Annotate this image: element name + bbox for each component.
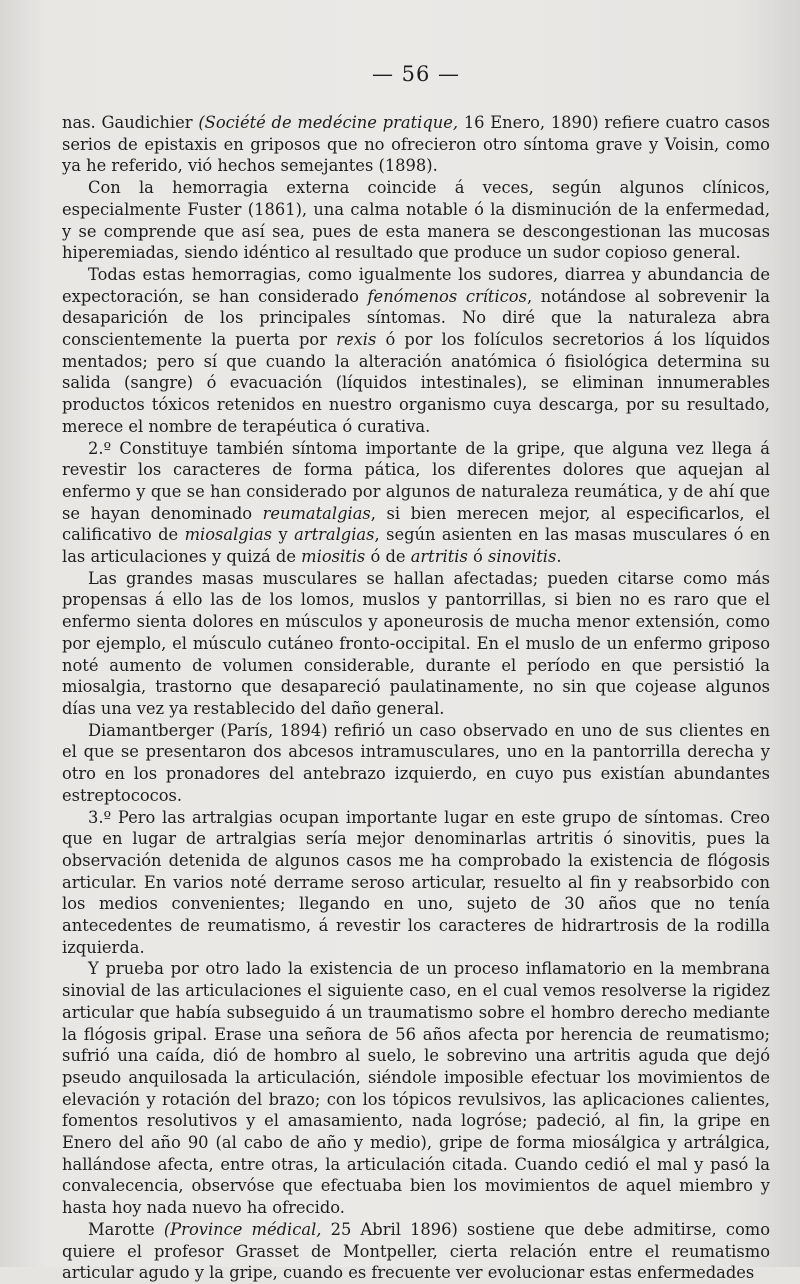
paragraph — [62, 1219, 770, 1284]
paragraph — [62, 568, 770, 720]
text-run: , notándose al sobrevenir la desaparición de los principales síntomas. No diré que la naturaleza abra conscientemente la puerta por — [62, 286, 771, 350]
italic-text: (Société de medécine pratique, — [198, 113, 459, 132]
paragraph — [62, 720, 770, 807]
italic-text: artritis — [410, 547, 468, 567]
italic-text: sinovitis — [487, 547, 557, 567]
text-run: 16 Enero, 1890) refiere cuatro casos serios de epistaxis en griposos que no ofrecieron otro síntoma grave y Voisin, como ya he referido, vió hechos semejantes (1898). — [62, 113, 770, 176]
text-run: Diamantberger (París, 1894) refirió un caso observado en uno de sus clientes en el que se presentaron dos abcesos intramusculares, uno en la pantorrilla derecha y otro en los pronadores del antebrazo izquierdo, en cuyo pus existían abundantes estreptococos. — [62, 720, 770, 805]
italic-text: (Province médical, — [163, 1219, 322, 1239]
italic-text: artralgias — [294, 525, 375, 545]
italic-text: miosalgias — [184, 525, 273, 545]
italic-text: miositis — [301, 547, 366, 567]
text-run: 25 Abril 1896) sostiene que debe admitirse, como quiere el profesor Grasset de Montpeller, cierta relación entre el reumatismo articular agudo y la gripe, cuando es frecuente ver evolucionar estas enfermedades — [62, 1219, 771, 1283]
italic-text: fenómenos críticos — [367, 286, 527, 306]
text-run: Con la hemorragia externa coincide á veces, según algunos clínicos, especialmente Fuster (1861), una calma notable ó la disminución de la enfermedad, y se comprende que así sea, pues de esta manera se descongestionan las mucosas hiperemiadas, siendo idéntico al resultado que produce un sudor copioso general. — [62, 178, 770, 263]
italic-text: reumatalgias — [262, 503, 371, 523]
text-run: . — [556, 547, 562, 567]
text-run: Marotte — [88, 1219, 164, 1239]
text-run: 2.º Constituye también síntoma importante de la gripe, que alguna vez llega á revestir los caracteres de forma pática, los diferentes dolores que aquejan al enfermo y que se han considerado por algunos de naturaleza reumática, y de ahí que se hayan denominado — [62, 438, 770, 523]
body-text — [62, 112, 770, 1284]
paragraph — [62, 112, 770, 177]
paragraph — [62, 264, 770, 438]
text-run: ó por los folículos secretorios á los líquidos mentados; pero sí que cuando la alteración anatómica ó fisiológica determina su salida (sangre) ó evacuación (líquidos intestinales), se eliminan innumerables productos tóxicos retenidos en nuestro organismo cuya descarga, por su resultado, merece el nombre de terapéutica ó curativa. — [62, 330, 770, 436]
paragraph — [62, 177, 770, 264]
paragraph — [62, 958, 770, 1218]
page-number: — 56 — — [371, 62, 461, 86]
text-run: y — [272, 525, 295, 545]
text-run: Y prueba por otro lado la existencia de un proceso inflamatorio en la membrana sinovial de las articulaciones el siguiente caso, en el cual vemos resolverse la rigidez articular que había subseguido á un traumatismo sobre el hombro derecho mediante la flógosis gripal. Erase una señora de 56 años afecta por herencia de reumatismo; sufrió una caída, dió de hombro al suelo, le sobrevino una artritis aguda que dejó pseudo anquilosada la articulación, siéndole imposible efectuar los movimientos de elevación y rotación del brazo; con los tópicos revulsivos, las aplicaciones calientes, fomentos resolutivos y el amasamiento, nada logróse; padeció, al fin, la gripe en Enero del año 90 (al cabo de año y medio), gripe de forma miosálgica y artrálgica, hallándose afecta, entre otras, la articulación citada. Cuando cedió el mal y pasó la convalecencia, observóse que efectuaba bien los movimientos de aquel miembro y hasta hoy nada nuevo ha ofrecido. — [62, 959, 770, 1218]
text-run: 3.º Pero las artralgias ocupan importante lugar en este grupo de síntomas. Creo que en lugar de artralgias sería mejor denominarlas artritis ó sinovitis, pues la observación detenida de algunos casos me ha comprobado la existencia de flógosis articular. En varios noté derrame seroso articular, resuelto al fin y reabsorbido con los medios convenientes; llegando en uno, sujeto de 30 años que no tenía antecedentes de reumatismo, á revestir los caracteres de hidrartrosis de la rodilla izquierda. — [62, 807, 770, 957]
text-run: , según asienten en las masas musculares ó en las articulaciones y quizá de — [62, 525, 770, 567]
text-run: Todas estas hemorragias, como igualmente los sudores, diarrea y abundancia de expectoración, se han considerado — [62, 264, 770, 306]
italic-text: rexis — [336, 330, 377, 350]
paragraph — [62, 807, 770, 959]
text-run: , si bien merecen mejor, al especificarlos, el calificativo de — [62, 503, 770, 545]
text-run: ó de — [365, 547, 411, 567]
text-run: ó — [467, 547, 488, 567]
text-run: nas. Gaudichier — [62, 113, 199, 132]
paragraph — [62, 438, 770, 568]
text-run: Las grandes masas musculares se hallan afectadas; pueden citarse como más propensas á ello las de los lomos, muslos y pantorrillas, si bien no es raro que el enfermo sienta dolores en músculos y aponeurosis de mucha menor extensión, como por ejemplo, el músculo cutáneo fronto-occipital. En el muslo de un enfermo griposo noté aumento de volumen considerable, durante el período en que persistió la miosalgia, trastorno que desapareció paulatinamente, no sin que cojease algunos días una vez ya restablecido del daño general. — [62, 568, 770, 718]
